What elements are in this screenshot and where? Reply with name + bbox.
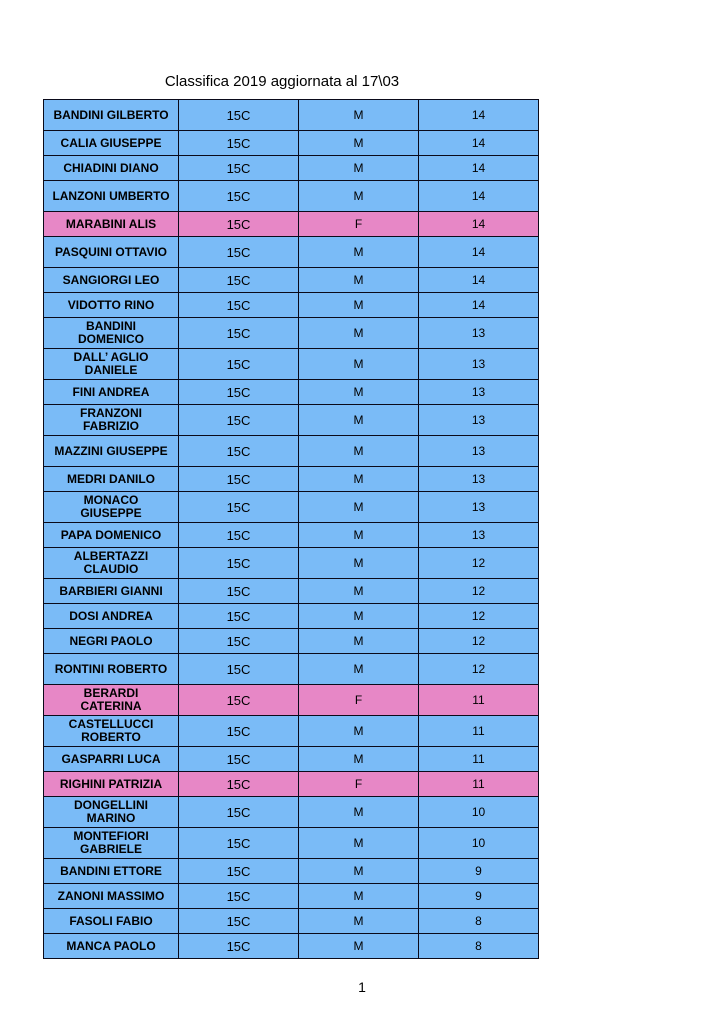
athlete-name-cell: PASQUINI OTTAVIO <box>44 237 179 268</box>
sex-cell: M <box>299 797 419 828</box>
table-row <box>44 131 539 156</box>
table-row <box>44 772 539 797</box>
sex-cell: M <box>299 100 419 131</box>
category-cell: 15C <box>179 318 299 349</box>
category-cell: 15C <box>179 268 299 293</box>
points-cell: 14 <box>419 237 539 268</box>
points-cell: 8 <box>419 909 539 934</box>
sex-cell: F <box>299 685 419 716</box>
category-cell: 15C <box>179 156 299 181</box>
points-cell: 14 <box>419 212 539 237</box>
athlete-name-cell: BERARDI CATERINA <box>44 685 179 716</box>
table-row <box>44 828 539 859</box>
sex-cell: M <box>299 604 419 629</box>
athlete-name-cell: RIGHINI PATRIZIA <box>44 772 179 797</box>
athlete-name-cell: PAPA DOMENICO <box>44 523 179 548</box>
points-cell: 14 <box>419 268 539 293</box>
sex-cell: M <box>299 828 419 859</box>
points-cell: 13 <box>419 467 539 492</box>
points-cell: 12 <box>419 654 539 685</box>
athlete-name-cell: BANDINI ETTORE <box>44 859 179 884</box>
athlete-name-cell: CALIA GIUSEPPE <box>44 131 179 156</box>
points-cell: 13 <box>419 523 539 548</box>
athlete-name-cell: MEDRI DANILO <box>44 467 179 492</box>
points-cell: 12 <box>419 629 539 654</box>
athlete-name-cell: DOSI ANDREA <box>44 604 179 629</box>
athlete-name-cell: MONTEFIORI GABRIELE <box>44 828 179 859</box>
table-row <box>44 604 539 629</box>
points-cell: 12 <box>419 548 539 579</box>
category-cell: 15C <box>179 579 299 604</box>
athlete-name-cell: ZANONI MASSIMO <box>44 884 179 909</box>
table-row <box>44 716 539 747</box>
points-cell: 14 <box>419 293 539 318</box>
category-cell: 15C <box>179 797 299 828</box>
table-row <box>44 100 539 131</box>
points-cell: 13 <box>419 405 539 436</box>
category-cell: 15C <box>179 237 299 268</box>
athlete-name-cell: GASPARRI LUCA <box>44 747 179 772</box>
category-cell: 15C <box>179 716 299 747</box>
sex-cell: M <box>299 579 419 604</box>
points-cell: 13 <box>419 349 539 380</box>
category-cell: 15C <box>179 100 299 131</box>
athlete-name-cell: LANZONI UMBERTO <box>44 181 179 212</box>
category-cell: 15C <box>179 772 299 797</box>
points-cell: 12 <box>419 604 539 629</box>
table-row <box>44 629 539 654</box>
athlete-name-cell: DALL’ AGLIO DANIELE <box>44 349 179 380</box>
table-row <box>44 436 539 467</box>
document-title: Classifica 2019 aggiornata al 17\03 <box>164 73 400 90</box>
category-cell: 15C <box>179 405 299 436</box>
category-cell: 15C <box>179 293 299 318</box>
category-cell: 15C <box>179 884 299 909</box>
table-row <box>44 181 539 212</box>
points-cell: 13 <box>419 380 539 405</box>
table-row <box>44 747 539 772</box>
athlete-name-cell: SANGIORGI LEO <box>44 268 179 293</box>
table-row <box>44 349 539 380</box>
category-cell: 15C <box>179 131 299 156</box>
table-row <box>44 884 539 909</box>
table-row <box>44 380 539 405</box>
table-row <box>44 492 539 523</box>
points-cell: 12 <box>419 579 539 604</box>
sex-cell: M <box>299 523 419 548</box>
sex-cell: M <box>299 268 419 293</box>
category-cell: 15C <box>179 747 299 772</box>
category-cell: 15C <box>179 492 299 523</box>
points-cell: 10 <box>419 828 539 859</box>
points-cell: 11 <box>419 716 539 747</box>
athlete-name-cell: BANDINI DOMENICO <box>44 318 179 349</box>
table-row <box>44 654 539 685</box>
category-cell: 15C <box>179 436 299 467</box>
sex-cell: F <box>299 212 419 237</box>
points-cell: 13 <box>419 492 539 523</box>
athlete-name-cell: DONGELLINI MARINO <box>44 797 179 828</box>
table-row <box>44 268 539 293</box>
category-cell: 15C <box>179 629 299 654</box>
sex-cell: M <box>299 909 419 934</box>
table-row <box>44 318 539 349</box>
category-cell: 15C <box>179 828 299 859</box>
points-cell: 11 <box>419 747 539 772</box>
table-row <box>44 405 539 436</box>
points-cell: 13 <box>419 436 539 467</box>
sex-cell: M <box>299 349 419 380</box>
table-row <box>44 237 539 268</box>
sex-cell: M <box>299 716 419 747</box>
sex-cell: M <box>299 380 419 405</box>
athlete-name-cell: MONACO GIUSEPPE <box>44 492 179 523</box>
sex-cell: M <box>299 131 419 156</box>
sex-cell: M <box>299 156 419 181</box>
points-cell: 13 <box>419 318 539 349</box>
category-cell: 15C <box>179 181 299 212</box>
points-cell: 11 <box>419 685 539 716</box>
table-row <box>44 523 539 548</box>
athlete-name-cell: VIDOTTO RINO <box>44 293 179 318</box>
points-cell: 14 <box>419 100 539 131</box>
points-cell: 8 <box>419 934 539 959</box>
table-row <box>44 685 539 716</box>
table-row <box>44 934 539 959</box>
table-row <box>44 467 539 492</box>
points-cell: 14 <box>419 131 539 156</box>
athlete-name-cell: MAZZINI GIUSEPPE <box>44 436 179 467</box>
sex-cell: M <box>299 181 419 212</box>
page-number: 1 <box>358 979 366 995</box>
category-cell: 15C <box>179 909 299 934</box>
points-cell: 11 <box>419 772 539 797</box>
ranking-table <box>43 99 539 959</box>
category-cell: 15C <box>179 380 299 405</box>
sex-cell: M <box>299 405 419 436</box>
sex-cell: M <box>299 436 419 467</box>
athlete-name-cell: ALBERTAZZI CLAUDIO <box>44 548 179 579</box>
athlete-name-cell: FASOLI FABIO <box>44 909 179 934</box>
sex-cell: M <box>299 492 419 523</box>
category-cell: 15C <box>179 548 299 579</box>
athlete-name-cell: NEGRI PAOLO <box>44 629 179 654</box>
table-row <box>44 212 539 237</box>
athlete-name-cell: FINI ANDREA <box>44 380 179 405</box>
athlete-name-cell: CHIADINI DIANO <box>44 156 179 181</box>
category-cell: 15C <box>179 685 299 716</box>
sex-cell: M <box>299 859 419 884</box>
category-cell: 15C <box>179 349 299 380</box>
athlete-name-cell: FRANZONI FABRIZIO <box>44 405 179 436</box>
athlete-name-cell: RONTINI ROBERTO <box>44 654 179 685</box>
category-cell: 15C <box>179 604 299 629</box>
sex-cell: M <box>299 884 419 909</box>
category-cell: 15C <box>179 523 299 548</box>
ranking-table-body <box>44 100 539 959</box>
sex-cell: M <box>299 237 419 268</box>
athlete-name-cell: BARBIERI GIANNI <box>44 579 179 604</box>
table-row <box>44 579 539 604</box>
sex-cell: M <box>299 747 419 772</box>
athlete-name-cell: MARABINI ALIS <box>44 212 179 237</box>
sex-cell: M <box>299 548 419 579</box>
points-cell: 14 <box>419 181 539 212</box>
points-cell: 9 <box>419 859 539 884</box>
table-row <box>44 156 539 181</box>
athlete-name-cell: BANDINI GILBERTO <box>44 100 179 131</box>
category-cell: 15C <box>179 859 299 884</box>
table-row <box>44 548 539 579</box>
points-cell: 14 <box>419 156 539 181</box>
points-cell: 9 <box>419 884 539 909</box>
athlete-name-cell: MANCA PAOLO <box>44 934 179 959</box>
category-cell: 15C <box>179 212 299 237</box>
category-cell: 15C <box>179 467 299 492</box>
sex-cell: F <box>299 772 419 797</box>
sex-cell: M <box>299 318 419 349</box>
points-cell: 10 <box>419 797 539 828</box>
sex-cell: M <box>299 934 419 959</box>
table-row <box>44 859 539 884</box>
sex-cell: M <box>299 629 419 654</box>
sex-cell: M <box>299 654 419 685</box>
sex-cell: M <box>299 293 419 318</box>
category-cell: 15C <box>179 654 299 685</box>
sex-cell: M <box>299 467 419 492</box>
table-row <box>44 909 539 934</box>
table-row <box>44 293 539 318</box>
table-row <box>44 797 539 828</box>
category-cell: 15C <box>179 934 299 959</box>
athlete-name-cell: CASTELLUCCI ROBERTO <box>44 716 179 747</box>
